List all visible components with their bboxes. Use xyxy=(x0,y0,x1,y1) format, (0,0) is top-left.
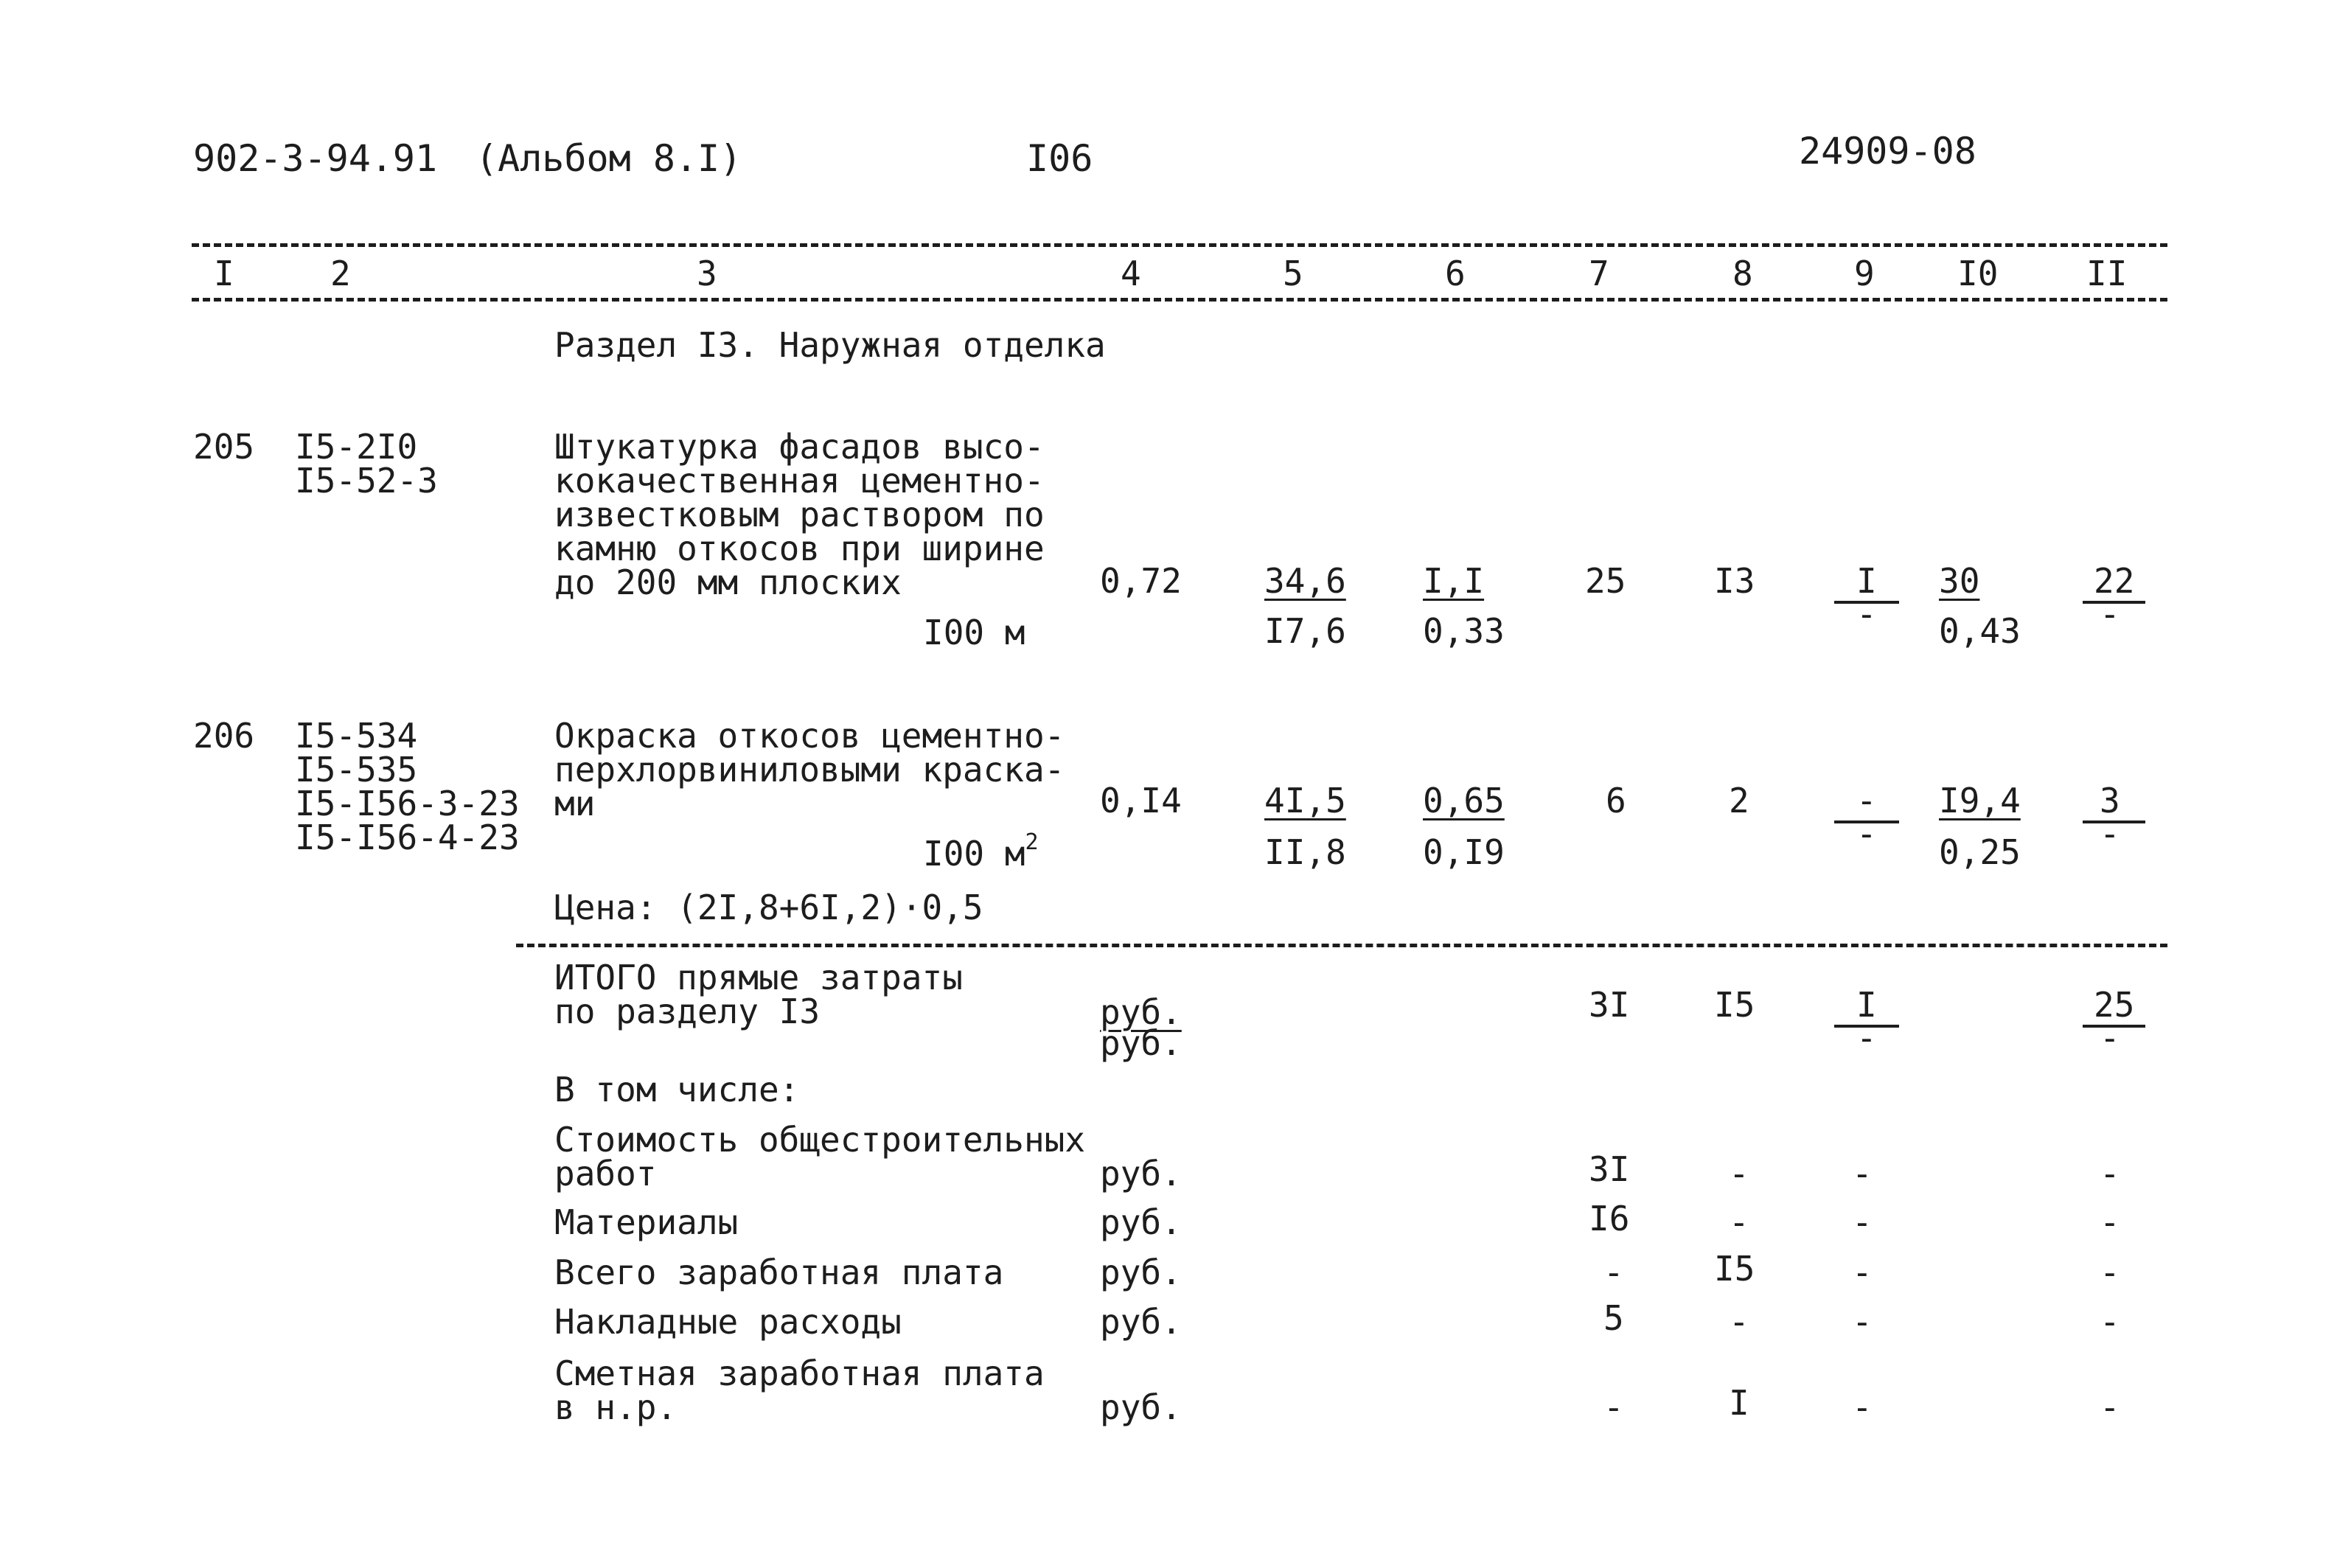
page-number: I06 xyxy=(1026,137,1093,180)
row-206-col5-bottom: II,8 xyxy=(1264,832,1346,872)
row-206-description: Окраска откосов цементно- перхлорвиниловыми краска- ми xyxy=(554,716,1065,823)
column-header-3: 3 xyxy=(697,254,717,293)
row-206-codes: I5-534 I5-535 I5-I56-3-23 I5-I56-4-23 xyxy=(295,716,520,857)
breakdown-label-materials: Материалы xyxy=(554,1202,739,1242)
breakdown-col11: - xyxy=(2100,1387,2120,1427)
breakdown-unit: руб. xyxy=(1100,1302,1182,1342)
breakdown-col9: - xyxy=(1852,1202,1873,1242)
album-label: (Альбом 8.I) xyxy=(476,137,742,180)
column-header-8: 8 xyxy=(1732,254,1753,293)
breakdown-col8: I5 xyxy=(1714,1249,1755,1289)
row-206-unit-superscript: 2 xyxy=(1025,829,1039,855)
breakdown-col7: 5 xyxy=(1603,1298,1624,1338)
row-205-col5-bottom: I7,6 xyxy=(1264,611,1346,651)
breakdown-label-overheads: Накладные расходы xyxy=(554,1302,902,1342)
row-205-col9-top: I xyxy=(1856,561,1877,601)
breakdown-col11: - xyxy=(2100,1154,2120,1194)
breakdown-col7: I6 xyxy=(1589,1199,1630,1238)
row-205-col11-bottom: - xyxy=(2100,594,2120,634)
row-206-col10-bottom: 0,25 xyxy=(1939,832,2021,872)
row-205-col10-top: 30 xyxy=(1939,561,1980,601)
breakdown-col8: - xyxy=(1729,1302,1749,1342)
breakdown-label-total-wages: Всего заработная плата xyxy=(554,1252,1004,1292)
breakdown-col7: - xyxy=(1603,1252,1624,1292)
column-header-1: I xyxy=(214,254,234,293)
row-206-col10-top: I9,4 xyxy=(1939,781,2021,820)
row-205-col5-top: 34,6 xyxy=(1264,561,1346,601)
breakdown-col7: 3I xyxy=(1589,1149,1630,1189)
total-col9-top: I xyxy=(1856,985,1877,1025)
row-206-unit-text: I00 м xyxy=(923,834,1025,874)
section-title: Раздел I3. Наружная отделка xyxy=(554,325,1106,365)
breakdown-col9: - xyxy=(1852,1302,1873,1342)
breakdown-col9: - xyxy=(1852,1387,1873,1427)
row-206-price-note: Цена: (2I,8+6I,2)·0,5 xyxy=(554,888,983,927)
row-205-number: 205 xyxy=(193,427,255,467)
column-header-4: 4 xyxy=(1121,254,1141,293)
row-205-col6-bottom: 0,33 xyxy=(1423,611,1505,651)
total-col7: 3I xyxy=(1589,985,1630,1025)
row-206-col9-bottom: - xyxy=(1856,814,1877,854)
breakdown-col7: - xyxy=(1603,1387,1624,1427)
row-205-unit: I00 м xyxy=(923,613,1025,652)
row-206-col11-top: 3 xyxy=(2100,781,2120,820)
breakdown-col11: - xyxy=(2100,1302,2120,1342)
row-206-col6-top: 0,65 xyxy=(1423,781,1505,820)
breakdown-label-general-works: Стоимость общестроительных работ xyxy=(554,1120,1086,1194)
total-col11-bottom: - xyxy=(2100,1018,2120,1058)
totals-rule xyxy=(516,944,2167,947)
breakdown-col9: - xyxy=(1852,1154,1873,1194)
breakdown-title: В том числе: xyxy=(554,1070,800,1109)
row-205-col7: 25 xyxy=(1585,561,1626,601)
breakdown-col11: - xyxy=(2100,1202,2120,1242)
column-header-10: I0 xyxy=(1957,254,1999,293)
column-header-7: 7 xyxy=(1589,254,1609,293)
row-206-col6-bottom: 0,I9 xyxy=(1423,832,1505,872)
row-205-col6-top: I,I xyxy=(1423,561,1485,601)
breakdown-col11: - xyxy=(2100,1252,2120,1292)
column-header-5: 5 xyxy=(1283,254,1303,293)
row-205-col9-bottom: - xyxy=(1856,594,1877,634)
column-header-6: 6 xyxy=(1445,254,1466,293)
breakdown-unit: руб. xyxy=(1100,1387,1182,1427)
breakdown-col8: I xyxy=(1729,1383,1749,1423)
header-rule-top xyxy=(192,243,2167,247)
total-col11-top: 25 xyxy=(2094,985,2135,1025)
total-unit-bottom: руб. xyxy=(1100,1023,1182,1063)
total-col9-bottom: - xyxy=(1856,1018,1877,1058)
row-206-col11-bottom: - xyxy=(2100,814,2120,854)
row-206-col7: 6 xyxy=(1606,781,1626,820)
row-206-col9-top: - xyxy=(1856,781,1877,820)
row-205-col11-top: 22 xyxy=(2094,561,2135,601)
total-label: ИТОГО прямые затраты по разделу I3 xyxy=(554,958,963,1031)
document-code: 902-3-94.91 xyxy=(193,137,438,180)
breakdown-unit: руб. xyxy=(1100,1154,1182,1194)
row-205-col8: I3 xyxy=(1714,561,1755,601)
column-header-9: 9 xyxy=(1854,254,1875,293)
column-header-2: 2 xyxy=(330,254,351,293)
row-205-description: Штукатурка фасадов высо- кокачественная цементно- известковым раствором по камню откосов при ширине до 200 мм плоских xyxy=(554,427,1045,602)
row-206-col8: 2 xyxy=(1729,781,1749,820)
row-205-col10-bottom: 0,43 xyxy=(1939,611,2021,651)
breakdown-unit: руб. xyxy=(1100,1252,1182,1292)
total-col8: I5 xyxy=(1714,985,1755,1025)
row-206-col5-top: 4I,5 xyxy=(1264,781,1346,820)
row-206-unit xyxy=(923,829,1039,874)
row-205-codes: I5-2I0 I5-52-3 xyxy=(295,427,438,501)
row-205-quantity: 0,72 xyxy=(1100,561,1182,601)
breakdown-label-estimated-wages: Сметная заработная плата в н.р. xyxy=(554,1353,1045,1427)
breakdown-col9: - xyxy=(1852,1252,1873,1292)
column-header-11: II xyxy=(2086,254,2128,293)
total-unit-top: руб. xyxy=(1100,992,1182,1032)
row-206-number: 206 xyxy=(193,716,255,756)
archive-number: 24909-08 xyxy=(1799,130,1976,173)
breakdown-col8: - xyxy=(1729,1202,1749,1242)
breakdown-unit: руб. xyxy=(1100,1202,1182,1242)
header-rule-bottom xyxy=(192,298,2167,302)
breakdown-col8: - xyxy=(1729,1154,1749,1194)
row-206-quantity: 0,I4 xyxy=(1100,781,1182,820)
